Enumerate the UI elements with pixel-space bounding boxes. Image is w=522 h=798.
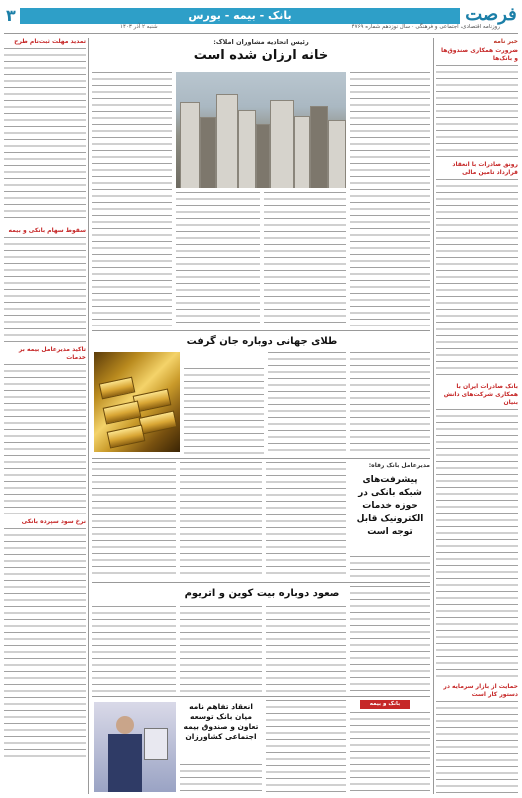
agreement-text-1 — [350, 712, 430, 792]
right-column — [436, 38, 518, 794]
crypto-text-4 — [92, 606, 176, 692]
section-title: بانک - بیمه - بورس — [188, 9, 292, 22]
header-divider — [4, 33, 518, 34]
right-label: خبر نامه — [493, 38, 518, 45]
banking-text-3 — [92, 462, 176, 578]
banking-text-2 — [180, 462, 262, 578]
banking-title-box — [350, 474, 430, 552]
gold-photo — [94, 352, 180, 452]
banking-bottom-divider — [92, 582, 430, 583]
gold-text-3 — [350, 352, 430, 454]
issue-info: روزنامه اقتصادی، اجتماعی و فرهنگی · سال نوزدهم شماره ۴۷۶۹ — [351, 24, 500, 30]
agreement-label: بانک و بیمه — [360, 700, 410, 709]
main-text-left — [92, 72, 172, 326]
city-photo — [176, 72, 346, 188]
newspaper-logo: فرصت — [465, 4, 517, 25]
right-headline-3: بانک صادرات ایران با همکاری شرکت‌های دانش بنیان — [443, 383, 518, 406]
right-text-4 — [436, 701, 518, 794]
main-kicker: رئیس اتحادیه مشاوران املاک: — [213, 38, 309, 46]
agreement-photo — [94, 702, 176, 792]
agreement-text-3 — [180, 764, 262, 792]
crypto-text-2 — [266, 606, 346, 692]
main-text-mid2 — [264, 192, 346, 326]
main-text-right — [350, 72, 430, 326]
left-column-divider — [88, 38, 89, 794]
banking-title: پیشرفت‌های شبکه بانکی در حوزه خدمات الکترونیک قابل توجه است — [356, 475, 424, 537]
left-text-4 — [4, 528, 86, 758]
page-number: ۳ — [6, 6, 16, 25]
banking-text-1 — [266, 462, 346, 578]
agreement-title: انعقاد تفاهم نامه میان بانک توسعه تعاون و صندوق بیمه اجتماعی کشاورزان — [183, 702, 259, 741]
crypto-title: صعود دوباره بیت کوین و اتریوم — [184, 588, 340, 599]
left-column — [4, 38, 86, 794]
right-headline-2: رونق صادرات با انعقاد قرارداد تامین مالی — [452, 161, 518, 176]
banking-text-a — [350, 556, 430, 578]
right-text-2 — [436, 179, 518, 379]
right-text-1 — [436, 65, 518, 157]
issue-date: شنبه ۲ آذر ۱۴۰۳ — [120, 24, 158, 30]
main-title: خانه ارزان شده است — [193, 48, 329, 63]
gold-text-1 — [184, 368, 264, 454]
gold-title: طلای جهانی دوباره جان گرفت — [186, 336, 338, 347]
left-text-2 — [4, 237, 86, 342]
banking-kicker: مدیرعامل بانک رفاه: — [368, 462, 430, 469]
left-headline-4: نرخ سود سپرده بانکی — [21, 518, 86, 525]
left-headline-1: تمدید مهلت ثبت‌نام طرح — [14, 38, 86, 45]
left-text-1 — [4, 48, 86, 223]
right-column-divider — [433, 38, 434, 794]
main-text-mid1 — [176, 192, 260, 326]
left-text-3 — [4, 364, 86, 514]
right-bottom-headline: حمایت از بازار سرمایه در دستور کار است — [443, 683, 518, 698]
agreement-title-box — [180, 702, 262, 762]
crypto-bottom-divider — [92, 696, 430, 697]
left-headline-3: تاکید مدیرعامل بیمه بر خدمات — [18, 346, 86, 361]
gold-bottom-divider — [92, 458, 430, 459]
main-bottom-divider — [92, 330, 430, 331]
page-header — [0, 0, 522, 34]
agreement-text-2 — [266, 700, 346, 792]
left-headline-2: سقوط سهام بانکی و بیمه — [8, 227, 86, 234]
crypto-text-3 — [180, 606, 262, 692]
gold-text-2 — [268, 352, 346, 454]
crypto-text-1 — [350, 586, 430, 692]
right-text-3 — [436, 409, 518, 679]
right-headline-1: ضرورت همکاری صندوق‌ها و بانک‌ها — [440, 47, 518, 62]
